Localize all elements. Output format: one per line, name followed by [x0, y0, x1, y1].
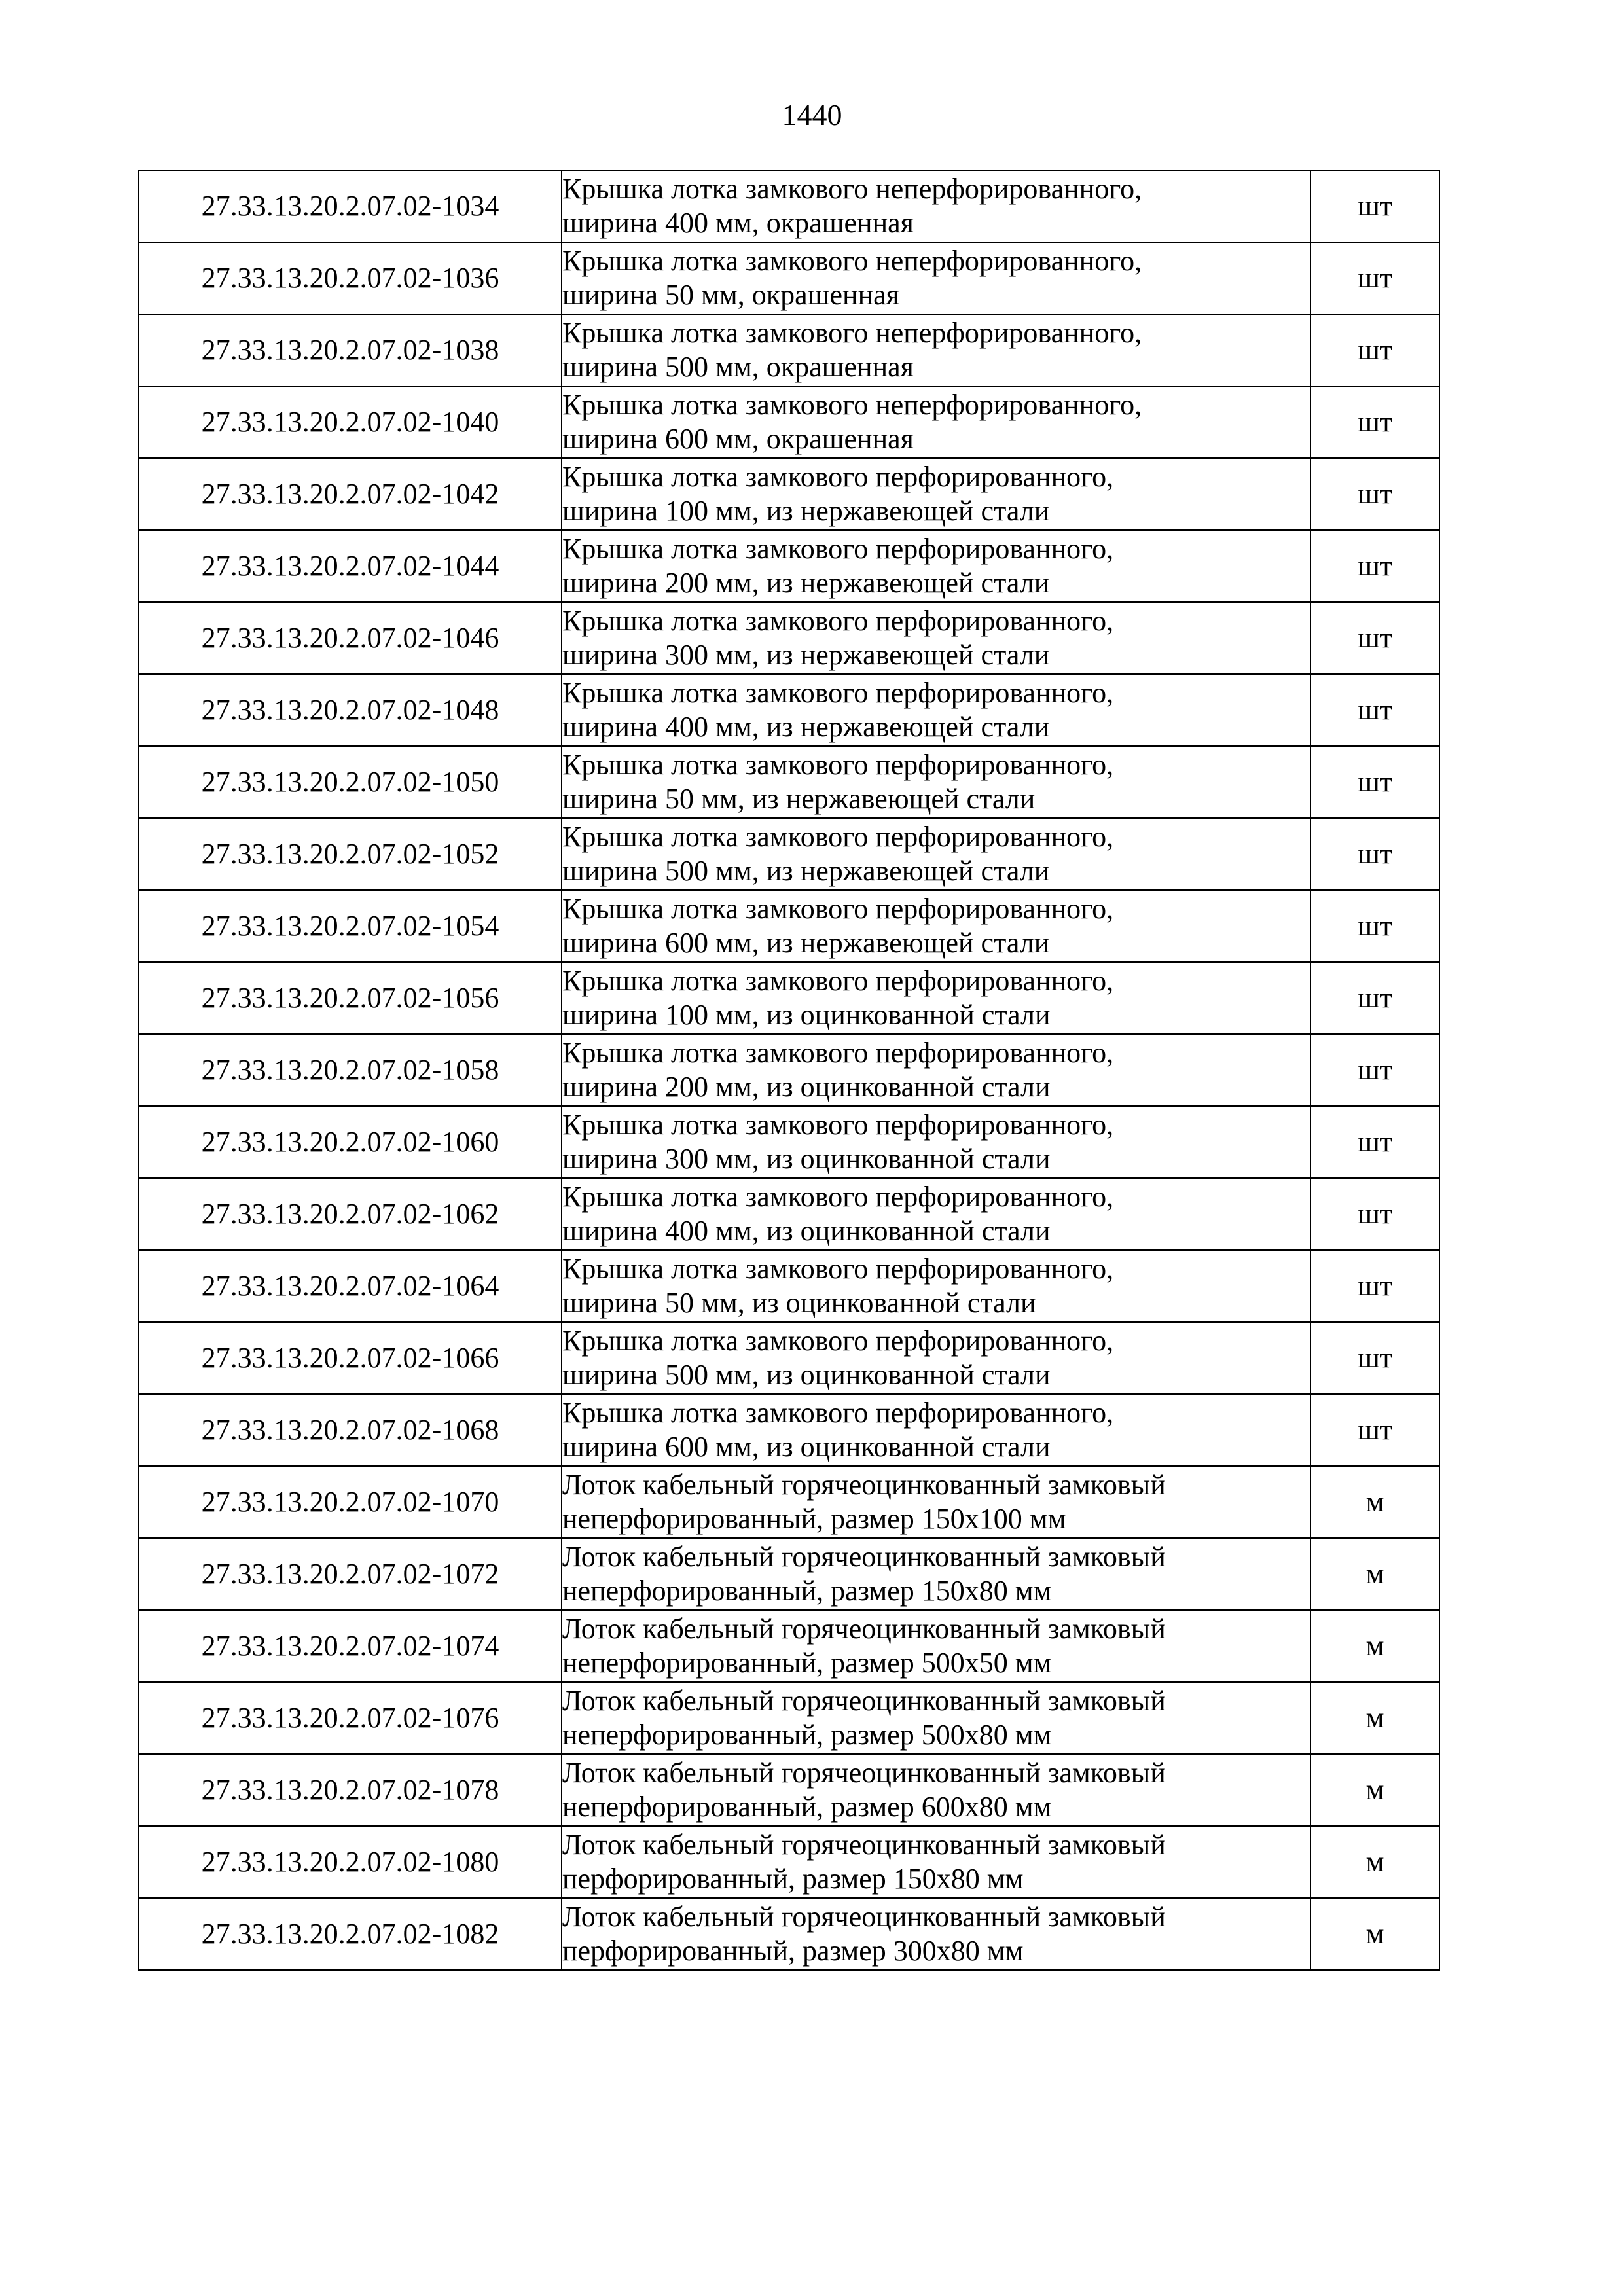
unit-cell: м: [1310, 1682, 1439, 1754]
unit-cell: шт: [1310, 386, 1439, 458]
resource-name-line-2: ширина 300 мм, из оцинкованной стали: [562, 1143, 1051, 1175]
resource-name-cell: [562, 1394, 1310, 1466]
table-row: [139, 962, 1439, 1034]
resource-name-line-1: Крышка лотка замкового перфорированного,: [562, 677, 1114, 709]
resource-code-cell: 27.33.13.20.2.07.02-1060: [139, 1106, 562, 1178]
table-row: [139, 890, 1439, 962]
resource-name-line-1: Крышка лотка замкового перфорированного,: [562, 1325, 1114, 1357]
resource-name-line-2: ширина 200 мм, из нержавеющей стали: [562, 567, 1050, 599]
resource-name-line-2: ширина 50 мм, из оцинкованной стали: [562, 1287, 1036, 1319]
resource-name-cell: [562, 1034, 1310, 1106]
resource-name-line-1: Крышка лотка замкового перфорированного,: [562, 1253, 1114, 1285]
resource-name-cell: [562, 314, 1310, 386]
resource-name-line-2: ширина 400 мм, из нержавеющей стали: [562, 711, 1050, 743]
resource-name-line-2: неперфорированный, размер 500x80 мм: [562, 1719, 1052, 1751]
resource-name-line-2: ширина 400 мм, окрашенная: [562, 207, 914, 239]
resource-code-cell: 27.33.13.20.2.07.02-1050: [139, 746, 562, 818]
resource-code-cell: 27.33.13.20.2.07.02-1078: [139, 1754, 562, 1826]
resource-name-line-1: Лоток кабельный горячеоцинкованный замковый: [562, 1469, 1166, 1501]
resource-code-cell: 27.33.13.20.2.07.02-1068: [139, 1394, 562, 1466]
unit-cell: шт: [1310, 1034, 1439, 1106]
resource-name-line-2: перфорированный, размер 300x80 мм: [562, 1935, 1024, 1967]
resource-name-cell: [562, 1538, 1310, 1610]
table-row: [139, 1610, 1439, 1682]
unit-cell: шт: [1310, 1394, 1439, 1466]
resource-name-line-2: ширина 600 мм, из оцинкованной стали: [562, 1431, 1051, 1463]
resource-name-line-2: ширина 500 мм, из оцинкованной стали: [562, 1359, 1051, 1391]
resource-code-cell: 27.33.13.20.2.07.02-1062: [139, 1178, 562, 1250]
table-row: [139, 1538, 1439, 1610]
resource-name-line-1: Крышка лотка замкового перфорированного,: [562, 605, 1114, 637]
resource-code-cell: 27.33.13.20.2.07.02-1072: [139, 1538, 562, 1610]
table-row: [139, 1826, 1439, 1898]
table-row: [139, 170, 1439, 242]
table-row: [139, 746, 1439, 818]
resource-name-cell: [562, 1106, 1310, 1178]
resource-name-line-1: Лоток кабельный горячеоцинкованный замковый: [562, 1829, 1166, 1861]
resource-name-line-2: ширина 200 мм, из оцинкованной стали: [562, 1071, 1051, 1103]
resource-code-cell: 27.33.13.20.2.07.02-1080: [139, 1826, 562, 1898]
table-row: [139, 1682, 1439, 1754]
table-row: [139, 818, 1439, 890]
resource-name-cell: [562, 1754, 1310, 1826]
table-row: [139, 674, 1439, 746]
resource-name-line-2: неперфорированный, размер 150x80 мм: [562, 1575, 1052, 1607]
resource-code-cell: 27.33.13.20.2.07.02-1074: [139, 1610, 562, 1682]
table-row: [139, 530, 1439, 602]
resource-code-cell: 27.33.13.20.2.07.02-1076: [139, 1682, 562, 1754]
resource-name-line-1: Крышка лотка замкового перфорированного,: [562, 1109, 1114, 1141]
resource-name-line-1: Крышка лотка замкового перфорированного,: [562, 893, 1114, 925]
resource-table: [138, 170, 1440, 1971]
unit-cell: м: [1310, 1754, 1439, 1826]
resource-code-cell: 27.33.13.20.2.07.02-1040: [139, 386, 562, 458]
resource-name-cell: [562, 818, 1310, 890]
resource-name-line-1: Лоток кабельный горячеоцинкованный замковый: [562, 1757, 1166, 1789]
unit-cell: м: [1310, 1538, 1439, 1610]
unit-cell: шт: [1310, 1178, 1439, 1250]
unit-cell: м: [1310, 1466, 1439, 1538]
table-row: [139, 602, 1439, 674]
resource-name-cell: [562, 170, 1310, 242]
resource-name-line-1: Крышка лотка замкового неперфорированного,: [562, 389, 1142, 421]
resource-name-line-1: Крышка лотка замкового перфорированного,: [562, 533, 1114, 565]
table-body: [139, 170, 1439, 1970]
resource-name-cell: [562, 1826, 1310, 1898]
resource-name-cell: [562, 890, 1310, 962]
resource-code-cell: 27.33.13.20.2.07.02-1056: [139, 962, 562, 1034]
unit-cell: шт: [1310, 890, 1439, 962]
resource-name-cell: [562, 962, 1310, 1034]
table-row: [139, 1322, 1439, 1394]
resource-name-line-1: Лоток кабельный горячеоцинкованный замковый: [562, 1541, 1166, 1573]
resource-name-line-1: Крышка лотка замкового перфорированного,: [562, 821, 1114, 853]
table-row: [139, 1250, 1439, 1322]
resource-name-cell: [562, 1178, 1310, 1250]
resource-code-cell: 27.33.13.20.2.07.02-1046: [139, 602, 562, 674]
resource-name-cell: [562, 602, 1310, 674]
resource-name-line-1: Крышка лотка замкового неперфорированного,: [562, 317, 1142, 349]
resource-code-cell: 27.33.13.20.2.07.02-1048: [139, 674, 562, 746]
unit-cell: м: [1310, 1610, 1439, 1682]
unit-cell: шт: [1310, 242, 1439, 314]
resource-name-line-1: Крышка лотка замкового перфорированного,: [562, 1397, 1114, 1429]
resource-name-line-2: ширина 400 мм, из оцинкованной стали: [562, 1215, 1051, 1247]
resource-name-cell: [562, 530, 1310, 602]
resource-name-line-2: ширина 500 мм, из нержавеющей стали: [562, 855, 1050, 887]
resource-name-line-1: Лоток кабельный горячеоцинкованный замковый: [562, 1613, 1166, 1645]
unit-cell: шт: [1310, 746, 1439, 818]
table-row: [139, 458, 1439, 530]
resource-code-cell: 27.33.13.20.2.07.02-1058: [139, 1034, 562, 1106]
resource-name-cell: [562, 746, 1310, 818]
resource-name-cell: [562, 1898, 1310, 1970]
resource-name-cell: [562, 674, 1310, 746]
resource-name-line-2: перфорированный, размер 150x80 мм: [562, 1863, 1024, 1895]
resource-name-cell: [562, 1322, 1310, 1394]
table-row: [139, 1394, 1439, 1466]
unit-cell: шт: [1310, 1106, 1439, 1178]
resource-code-cell: 27.33.13.20.2.07.02-1054: [139, 890, 562, 962]
resource-name-cell: [562, 1250, 1310, 1322]
page-number: 1440: [782, 98, 842, 132]
resource-code-cell: 27.33.13.20.2.07.02-1038: [139, 314, 562, 386]
resource-code-cell: 27.33.13.20.2.07.02-1064: [139, 1250, 562, 1322]
resource-name-line-2: ширина 300 мм, из нержавеющей стали: [562, 639, 1050, 671]
resource-name-line-1: Лоток кабельный горячеоцинкованный замковый: [562, 1901, 1166, 1933]
table-row: [139, 1754, 1439, 1826]
resource-code-cell: 27.33.13.20.2.07.02-1070: [139, 1466, 562, 1538]
resource-code-cell: 27.33.13.20.2.07.02-1052: [139, 818, 562, 890]
unit-cell: шт: [1310, 962, 1439, 1034]
resource-name-line-1: Крышка лотка замкового перфорированного,: [562, 461, 1114, 493]
unit-cell: шт: [1310, 1250, 1439, 1322]
resource-code-cell: 27.33.13.20.2.07.02-1042: [139, 458, 562, 530]
resource-name-line-1: Крышка лотка замкового перфорированного,: [562, 1037, 1114, 1069]
resource-name-line-2: ширина 100 мм, из оцинкованной стали: [562, 999, 1051, 1031]
resource-name-line-1: Лоток кабельный горячеоцинкованный замковый: [562, 1685, 1166, 1717]
table-row: [139, 1466, 1439, 1538]
resource-code-cell: 27.33.13.20.2.07.02-1082: [139, 1898, 562, 1970]
unit-cell: шт: [1310, 674, 1439, 746]
resource-code-cell: 27.33.13.20.2.07.02-1034: [139, 170, 562, 242]
unit-cell: м: [1310, 1898, 1439, 1970]
resource-name-line-1: Крышка лотка замкового перфорированного,: [562, 1181, 1114, 1213]
resource-name-line-2: ширина 50 мм, из нержавеющей стали: [562, 783, 1036, 815]
resource-code-cell: 27.33.13.20.2.07.02-1066: [139, 1322, 562, 1394]
resource-name-cell: [562, 1610, 1310, 1682]
resource-name-cell: [562, 242, 1310, 314]
resource-name-line-2: ширина 50 мм, окрашенная: [562, 279, 899, 311]
unit-cell: шт: [1310, 458, 1439, 530]
table-row: [139, 314, 1439, 386]
resource-name-line-2: неперфорированный, размер 150x100 мм: [562, 1503, 1066, 1535]
resource-name-line-1: Крышка лотка замкового перфорированного,: [562, 965, 1114, 997]
resource-name-line-2: ширина 600 мм, из нержавеющей стали: [562, 927, 1050, 959]
table-row: [139, 1034, 1439, 1106]
unit-cell: шт: [1310, 314, 1439, 386]
resource-name-line-2: ширина 500 мм, окрашенная: [562, 351, 914, 383]
resource-name-cell: [562, 458, 1310, 530]
resource-name-line-1: Крышка лотка замкового неперфорированного,: [562, 245, 1142, 277]
table-row: [139, 1898, 1439, 1970]
resource-name-line-2: неперфорированный, размер 600x80 мм: [562, 1791, 1052, 1823]
resource-name-line-1: Крышка лотка замкового перфорированного,: [562, 749, 1114, 781]
table-row: [139, 1178, 1439, 1250]
unit-cell: м: [1310, 1826, 1439, 1898]
table-row: [139, 386, 1439, 458]
resource-name-cell: [562, 1466, 1310, 1538]
resource-code-cell: 27.33.13.20.2.07.02-1044: [139, 530, 562, 602]
unit-cell: шт: [1310, 1322, 1439, 1394]
table-row: [139, 1106, 1439, 1178]
resource-name-line-1: Крышка лотка замкового неперфорированного,: [562, 173, 1142, 205]
unit-cell: шт: [1310, 818, 1439, 890]
resource-name-line-2: ширина 600 мм, окрашенная: [562, 423, 914, 455]
resource-name-cell: [562, 386, 1310, 458]
resource-name-cell: [562, 1682, 1310, 1754]
resource-name-line-2: ширина 100 мм, из нержавеющей стали: [562, 495, 1050, 527]
unit-cell: шт: [1310, 170, 1439, 242]
table-row: [139, 242, 1439, 314]
unit-cell: шт: [1310, 602, 1439, 674]
unit-cell: шт: [1310, 530, 1439, 602]
resource-code-cell: 27.33.13.20.2.07.02-1036: [139, 242, 562, 314]
resource-name-line-2: неперфорированный, размер 500x50 мм: [562, 1647, 1052, 1679]
